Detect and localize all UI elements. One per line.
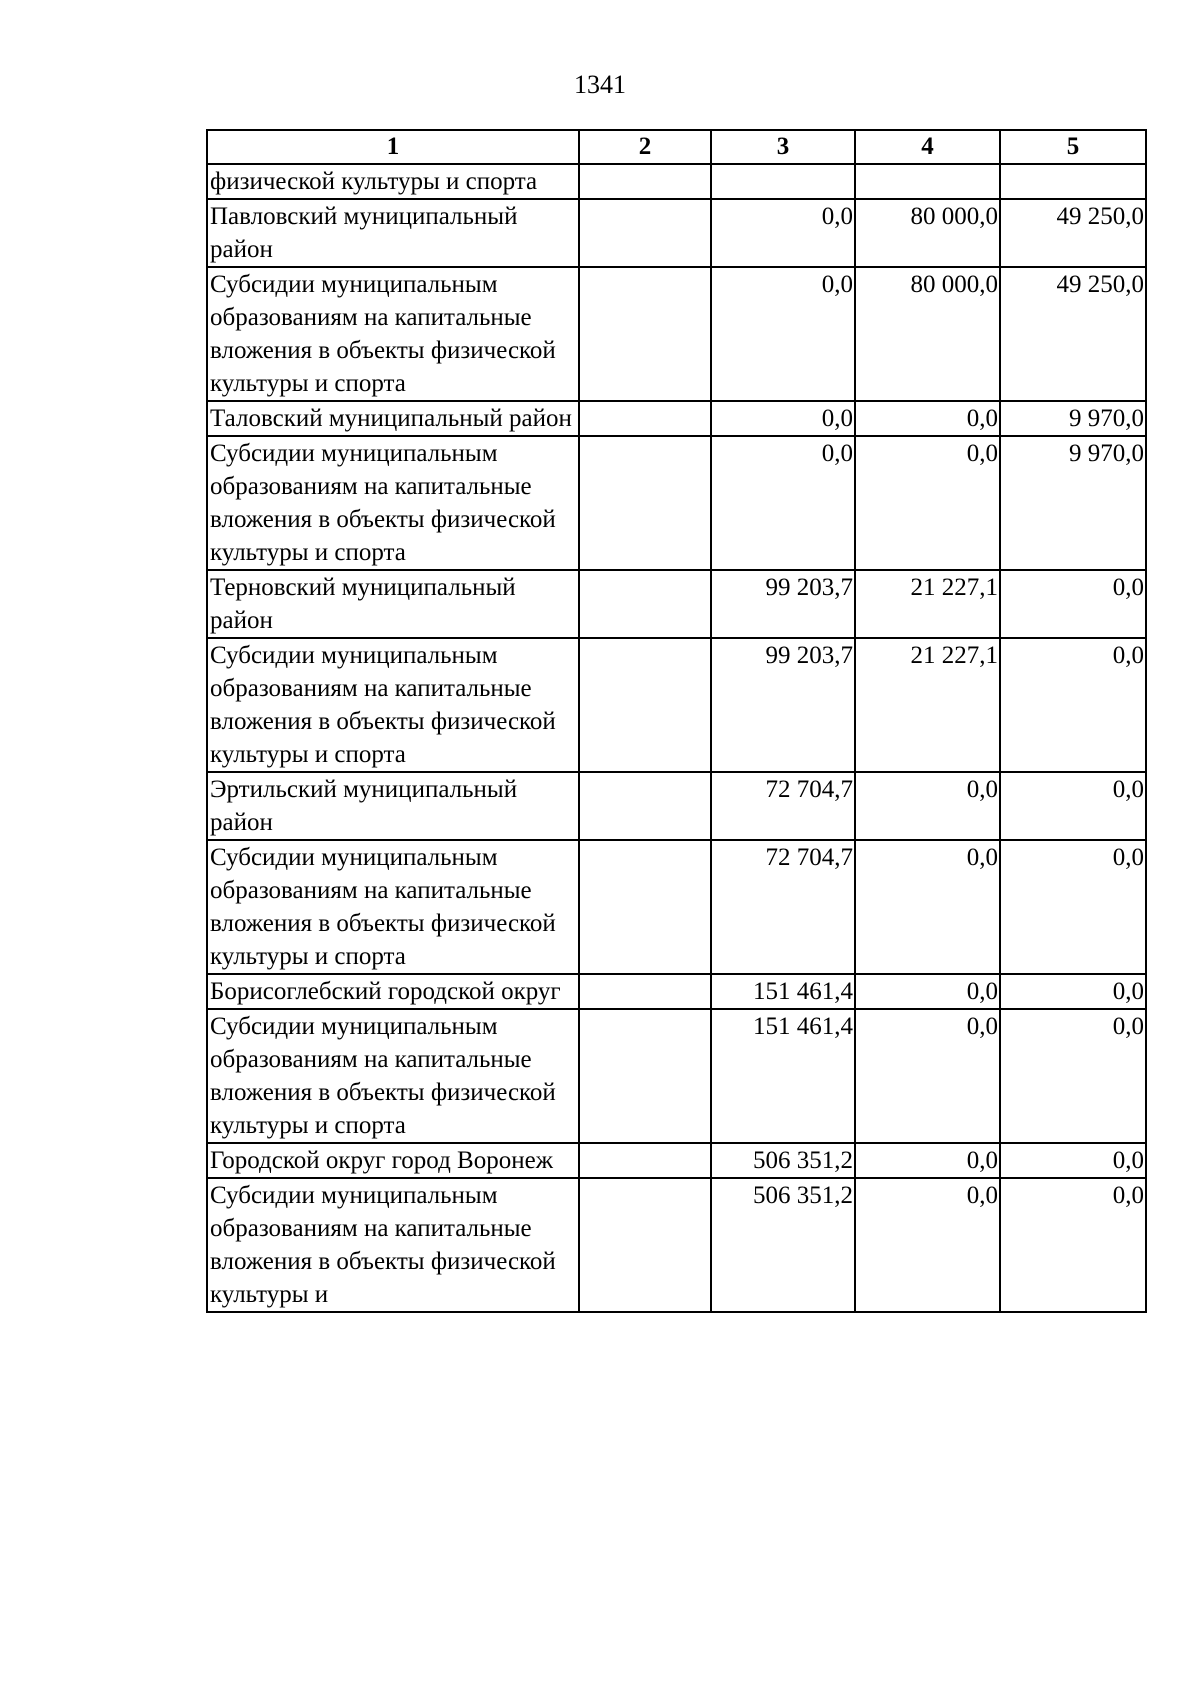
row-label-cell: Субсидии муниципальным образованиям на капитальные вложения в объекты физической культуры и спорта (207, 436, 579, 570)
col-3-cell: 151 461,4 (711, 974, 855, 1009)
col-4-cell: 80 000,0 (855, 267, 1000, 401)
col-3-cell: 99 203,7 (711, 570, 855, 638)
col-5-cell: 49 250,0 (1000, 267, 1146, 401)
col-2-cell (579, 1178, 711, 1312)
col-2-cell (579, 570, 711, 638)
column-header-2: 2 (579, 130, 711, 164)
table-row (207, 638, 1146, 772)
page-number: 1341 (574, 70, 626, 99)
col-5-cell: 0,0 (1000, 772, 1146, 840)
col-2-cell (579, 1009, 711, 1143)
row-label-cell: Терновский муниципальный район (207, 570, 579, 638)
col-4-cell: 0,0 (855, 840, 1000, 974)
row-label-cell: Субсидии муниципальным образованиям на капитальные вложения в объекты физической культуры и спорта (207, 1009, 579, 1143)
col-3-cell: 72 704,7 (711, 772, 855, 840)
row-label-cell: Эртильский муниципальный район (207, 772, 579, 840)
row-label-cell: Субсидии муниципальным образованиям на капитальные вложения в объекты физической культуры и (207, 1178, 579, 1312)
row-label-cell: Субсидии муниципальным образованиям на капитальные вложения в объекты физической культуры и спорта (207, 638, 579, 772)
col-4-cell (855, 164, 1000, 199)
col-4-cell: 80 000,0 (855, 199, 1000, 267)
row-label-cell: Павловский муниципальный район (207, 199, 579, 267)
col-2-cell (579, 974, 711, 1009)
col-3-cell: 0,0 (711, 401, 855, 436)
col-2-cell (579, 772, 711, 840)
col-4-cell: 0,0 (855, 436, 1000, 570)
table-row (207, 974, 1146, 1009)
col-2-cell (579, 164, 711, 199)
col-2-cell (579, 436, 711, 570)
col-5-cell: 9 970,0 (1000, 401, 1146, 436)
col-3-cell: 0,0 (711, 267, 855, 401)
col-2-cell (579, 267, 711, 401)
row-label-cell: Субсидии муниципальным образованиям на капитальные вложения в объекты физической культуры и спорта (207, 267, 579, 401)
col-3-cell: 72 704,7 (711, 840, 855, 974)
col-3-cell: 506 351,2 (711, 1178, 855, 1312)
row-label-cell: Таловский муниципальный район (207, 401, 579, 436)
row-label-cell: Борисоглебский городской округ (207, 974, 579, 1009)
table-row (207, 1143, 1146, 1178)
column-header-3: 3 (711, 130, 855, 164)
col-2-cell (579, 401, 711, 436)
col-5-cell: 0,0 (1000, 1178, 1146, 1312)
table-row (207, 199, 1146, 267)
col-2-cell (579, 199, 711, 267)
table-row (207, 1178, 1146, 1312)
col-2-cell (579, 840, 711, 974)
col-4-cell: 0,0 (855, 1009, 1000, 1143)
col-5-cell (1000, 164, 1146, 199)
col-4-cell: 0,0 (855, 1178, 1000, 1312)
col-4-cell: 0,0 (855, 1143, 1000, 1178)
col-4-cell: 0,0 (855, 401, 1000, 436)
table-row (207, 401, 1146, 436)
col-5-cell: 0,0 (1000, 1009, 1146, 1143)
table-row (207, 772, 1146, 840)
col-3-cell: 0,0 (711, 436, 855, 570)
col-5-cell: 0,0 (1000, 974, 1146, 1009)
col-5-cell: 0,0 (1000, 1143, 1146, 1178)
table-row (207, 840, 1146, 974)
table-body (207, 164, 1146, 1312)
col-5-cell: 9 970,0 (1000, 436, 1146, 570)
row-label-cell: Городской округ город Воронеж (207, 1143, 579, 1178)
column-header-1: 1 (207, 130, 579, 164)
col-2-cell (579, 1143, 711, 1178)
col-4-cell: 21 227,1 (855, 570, 1000, 638)
col-5-cell: 0,0 (1000, 840, 1146, 974)
column-header-4: 4 (855, 130, 1000, 164)
col-4-cell: 0,0 (855, 974, 1000, 1009)
col-5-cell: 0,0 (1000, 570, 1146, 638)
col-2-cell (579, 638, 711, 772)
col-3-cell: 0,0 (711, 199, 855, 267)
row-label-cell: Субсидии муниципальным образованиям на капитальные вложения в объекты физической культуры и спорта (207, 840, 579, 974)
col-3-cell: 151 461,4 (711, 1009, 855, 1143)
col-3-cell: 506 351,2 (711, 1143, 855, 1178)
col-3-cell (711, 164, 855, 199)
budget-table (206, 129, 1147, 1313)
col-4-cell: 21 227,1 (855, 638, 1000, 772)
table-row (207, 1009, 1146, 1143)
table-row (207, 436, 1146, 570)
row-label-cell: физической культуры и спорта (207, 164, 579, 199)
table-row (207, 570, 1146, 638)
table-row (207, 267, 1146, 401)
col-4-cell: 0,0 (855, 772, 1000, 840)
col-3-cell: 99 203,7 (711, 638, 855, 772)
column-header-5: 5 (1000, 130, 1146, 164)
col-5-cell: 0,0 (1000, 638, 1146, 772)
table-header-row (207, 130, 1146, 164)
col-5-cell: 49 250,0 (1000, 199, 1146, 267)
table-row (207, 164, 1146, 199)
